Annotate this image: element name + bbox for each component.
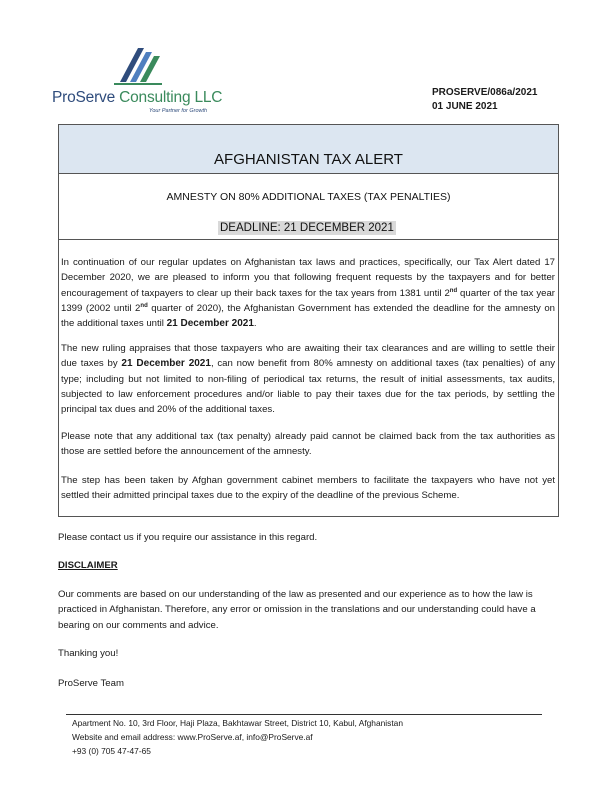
deadline-date-bold: 21 December 2021	[166, 318, 254, 330]
alert-title: AFGHANISTAN TAX ALERT	[214, 151, 403, 168]
footer-address: Apartment No. 10, 3rd Floor, Haji Plaza, Bakhtawar Street, District 10, Kabul, Afghanistan	[72, 718, 403, 728]
logo-wordmark	[52, 89, 222, 107]
alert-box	[58, 124, 559, 517]
paragraph-cabinet-step: The step has been taken by Afghan government cabinet members to facilitate the taxpayers who have not yet settled their admitted principal taxes due to the expiry of the deadline of the previous Scheme.	[61, 475, 555, 502]
signature-line: ProServe Team	[58, 678, 124, 689]
alert-subtitle: AMNESTY ON 80% ADDITIONAL TAXES (TAX PENALTIES)	[166, 191, 451, 203]
company-logo	[52, 44, 232, 120]
footer-divider	[66, 714, 542, 715]
footer-phone: +93 (0) 705 47-47-65	[72, 746, 151, 756]
disclaimer-heading: DISCLAIMER	[58, 560, 118, 571]
logo-tagline: Your Partner for Growth	[149, 108, 208, 114]
logo-name-consulting: Consulting LLC	[119, 89, 223, 106]
logo-mark-icon	[108, 44, 164, 90]
reference-date: 01 JUNE 2021	[432, 101, 498, 112]
footer-web-email: Website and email address: www.ProServe.af, info@ProServe.af	[72, 732, 313, 742]
section-divider	[59, 239, 558, 240]
reference-block	[432, 86, 537, 114]
reference-code: PROSERVE/086a/2021	[432, 87, 538, 98]
disclaimer-text: Our comments are based on our understanding of the law as presented and our experience as to how the law is practiced in Afghanistan. Therefore, any error or omission in the translations and our understanding could have a bearing on our comments and advice.	[58, 589, 536, 631]
deadline-date-bold: 21 December 2021	[121, 358, 211, 370]
footer	[72, 716, 403, 758]
paragraph-note: Please note that any additional tax (tax penalty) already paid cannot be claimed back from the tax authorities as those are settled before the announcement of the amnesty.	[61, 431, 555, 458]
deadline-highlight: DEADLINE: 21 DECEMBER 2021	[220, 222, 394, 234]
paragraph-continuation: In continuation of our regular updates on Afghanistan tax laws and practices, specifically, our Tax Alert dated 17 December 2020, we are pleased to inform you that following frequent requests by the taxpayers and for better encouragement of taxpayers to clear up their back taxes for the tax years from 1381 until 2nd quarter of the tax year 1399 (2002 until 2nd quarter of 2020), the Afghanistan Government has extended the deadline for the amnesty on the additional taxes until 21 December 2021.	[61, 257, 556, 330]
logo-name-proserve: ProServe	[52, 89, 120, 106]
paragraph-new-ruling: The new ruling appraises that those taxpayers who are awaiting their tax clearances and are willing to settle their due taxes by 21 December 2021, can now benefit from 80% amnesty on additional taxes (tax penalties) of any type; including but not limited to non-filing of periodical tax returns, the result of initial assessments, tax audits, subjected to law enforcement procedures and/or liable to pay their taxes due for the tax periods, by settling the principal tax dues and 20% of the additional taxes.	[61, 343, 555, 416]
contact-line: Please contact us if you require our assistance in this regard.	[58, 532, 318, 543]
thanks-line: Thanking you!	[58, 648, 119, 659]
